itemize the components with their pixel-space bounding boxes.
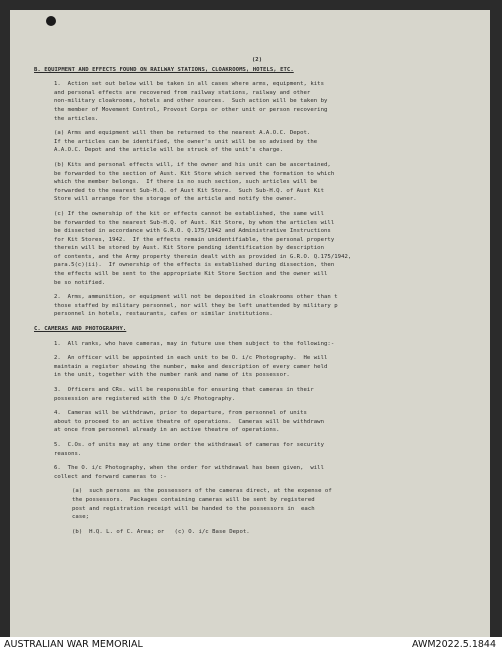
document-page	[10, 10, 490, 637]
document-body	[34, 56, 480, 542]
paragraph-b1b: (b) Kits and personal effects will, if the owner and his unit can be ascertained, be forwarded to the section of Aust. Kit Store which served the formation to which which the member belongs. If there is no such section, such articles will be forwarded to the nearest Sub-H.Q. of Aust Kit Store. Such Sub-H.Q. of Aust Kit Store will arrange for the storage of the article and notify the owner.	[54, 161, 335, 203]
paragraph-c4: 4. Cameras will be withdrawn, prior to departure, from personnel of units about to proceed to an active theatre of operations. Cameras will be withdrawn at once from personnel already in an active theatre of operations.	[54, 410, 324, 434]
section-heading-b-text: B. EQUIPMENT AND EFFECTS FOUND ON RAILWAY STATIONS, CLOAKROOMS, HOTELS, ETC.	[34, 66, 294, 73]
archive-reference: AWM2022.5.1844	[411, 639, 496, 650]
paragraph-c6b: (b) H.Q. L. of C. Area; or (c) O. i/c Base Depot.	[72, 528, 250, 535]
paragraph-c5: 5. C.Os. of units may at any time order the withdrawal of cameras for security reasons.	[54, 441, 324, 457]
archive-footer	[0, 637, 502, 653]
paragraph-b1c: (c) If the ownership of the kit or effects cannot be established, the same will be forwarded to the nearest Sub-H.Q. of Aust. Kit Store, by whom the articles will be dissected in accordance with G.R.O. Q.175/1942 and Administrative Instructions for Kit Stores, 1942. If the effects remain unidentifiable, the personal property therein will be stored by Aust. Kit Store pending identification by description of contents, and the Army property therein dealt with as provided in G.R.O. Q.175/1942, para.5(c)(ii). If ownership of the effects is established during dissection, then the effects will be sent to the appropriate Kit Store Section and the owner will be so notified.	[54, 210, 352, 286]
paragraph-b1a: (a) Arms and equipment will then be returned to the nearest A.A.O.C. Depot. If the articles can be identified, the owner's unit will be so advised by the A.A.O.C. Depot and the article will be struck of the unit's charge.	[54, 130, 318, 154]
paragraph-b2: 2. Arms, ammunition, or equipment will not be deposited in cloakrooms other than t those staffed by military personnel, nor will they be left unattended by military p personnel in hotels, restaurants, cafes or similar institutions.	[54, 294, 338, 318]
paragraph-c3: 3. Officers and CRs. will be responsible for ensuring that cameras in their possession are registered with the O i/c Photography.	[54, 387, 314, 402]
page-number: (2)	[251, 57, 263, 63]
paragraph-c2: 2. An officer will be appointed in each unit to be O. i/c Photography. He will maintain a register showing the number, make and description of every camer held in the unit, together with the number rank and name of its possessor.	[54, 355, 328, 379]
paragraph-b1: 1. Action set out below will be taken in all cases where arms, equipment, kits and personal effects are recovered from railway stations, railway and other non-military cloakrooms, hotels and other sources. Such action will be taken by the member of Movement Control, Provost Corps or other unit or person recovering the articles.	[54, 81, 328, 122]
paragraph-c6a: (a) such persons as the possessors of the cameras direct, at the expense of the possessors. Packages containing cameras will be sent by registered post and registration receipt will be handed to the possessors in each case;	[72, 488, 332, 521]
punch-hole	[46, 16, 56, 26]
section-heading-c	[34, 325, 480, 334]
paragraph-c1: 1. All ranks, who have cameras, may in future use them subject to the following:-	[54, 340, 335, 347]
paragraph-c6: 6. The O. i/c Photography, when the order for withdrawal has been given, will collect and forward cameras to :-	[54, 465, 324, 480]
section-heading-b	[34, 66, 480, 75]
archive-source: AUSTRALIAN WAR MEMORIAL	[4, 639, 143, 650]
section-heading-c-text: C. CAMERAS AND PHOTOGRAPHY.	[34, 326, 127, 333]
